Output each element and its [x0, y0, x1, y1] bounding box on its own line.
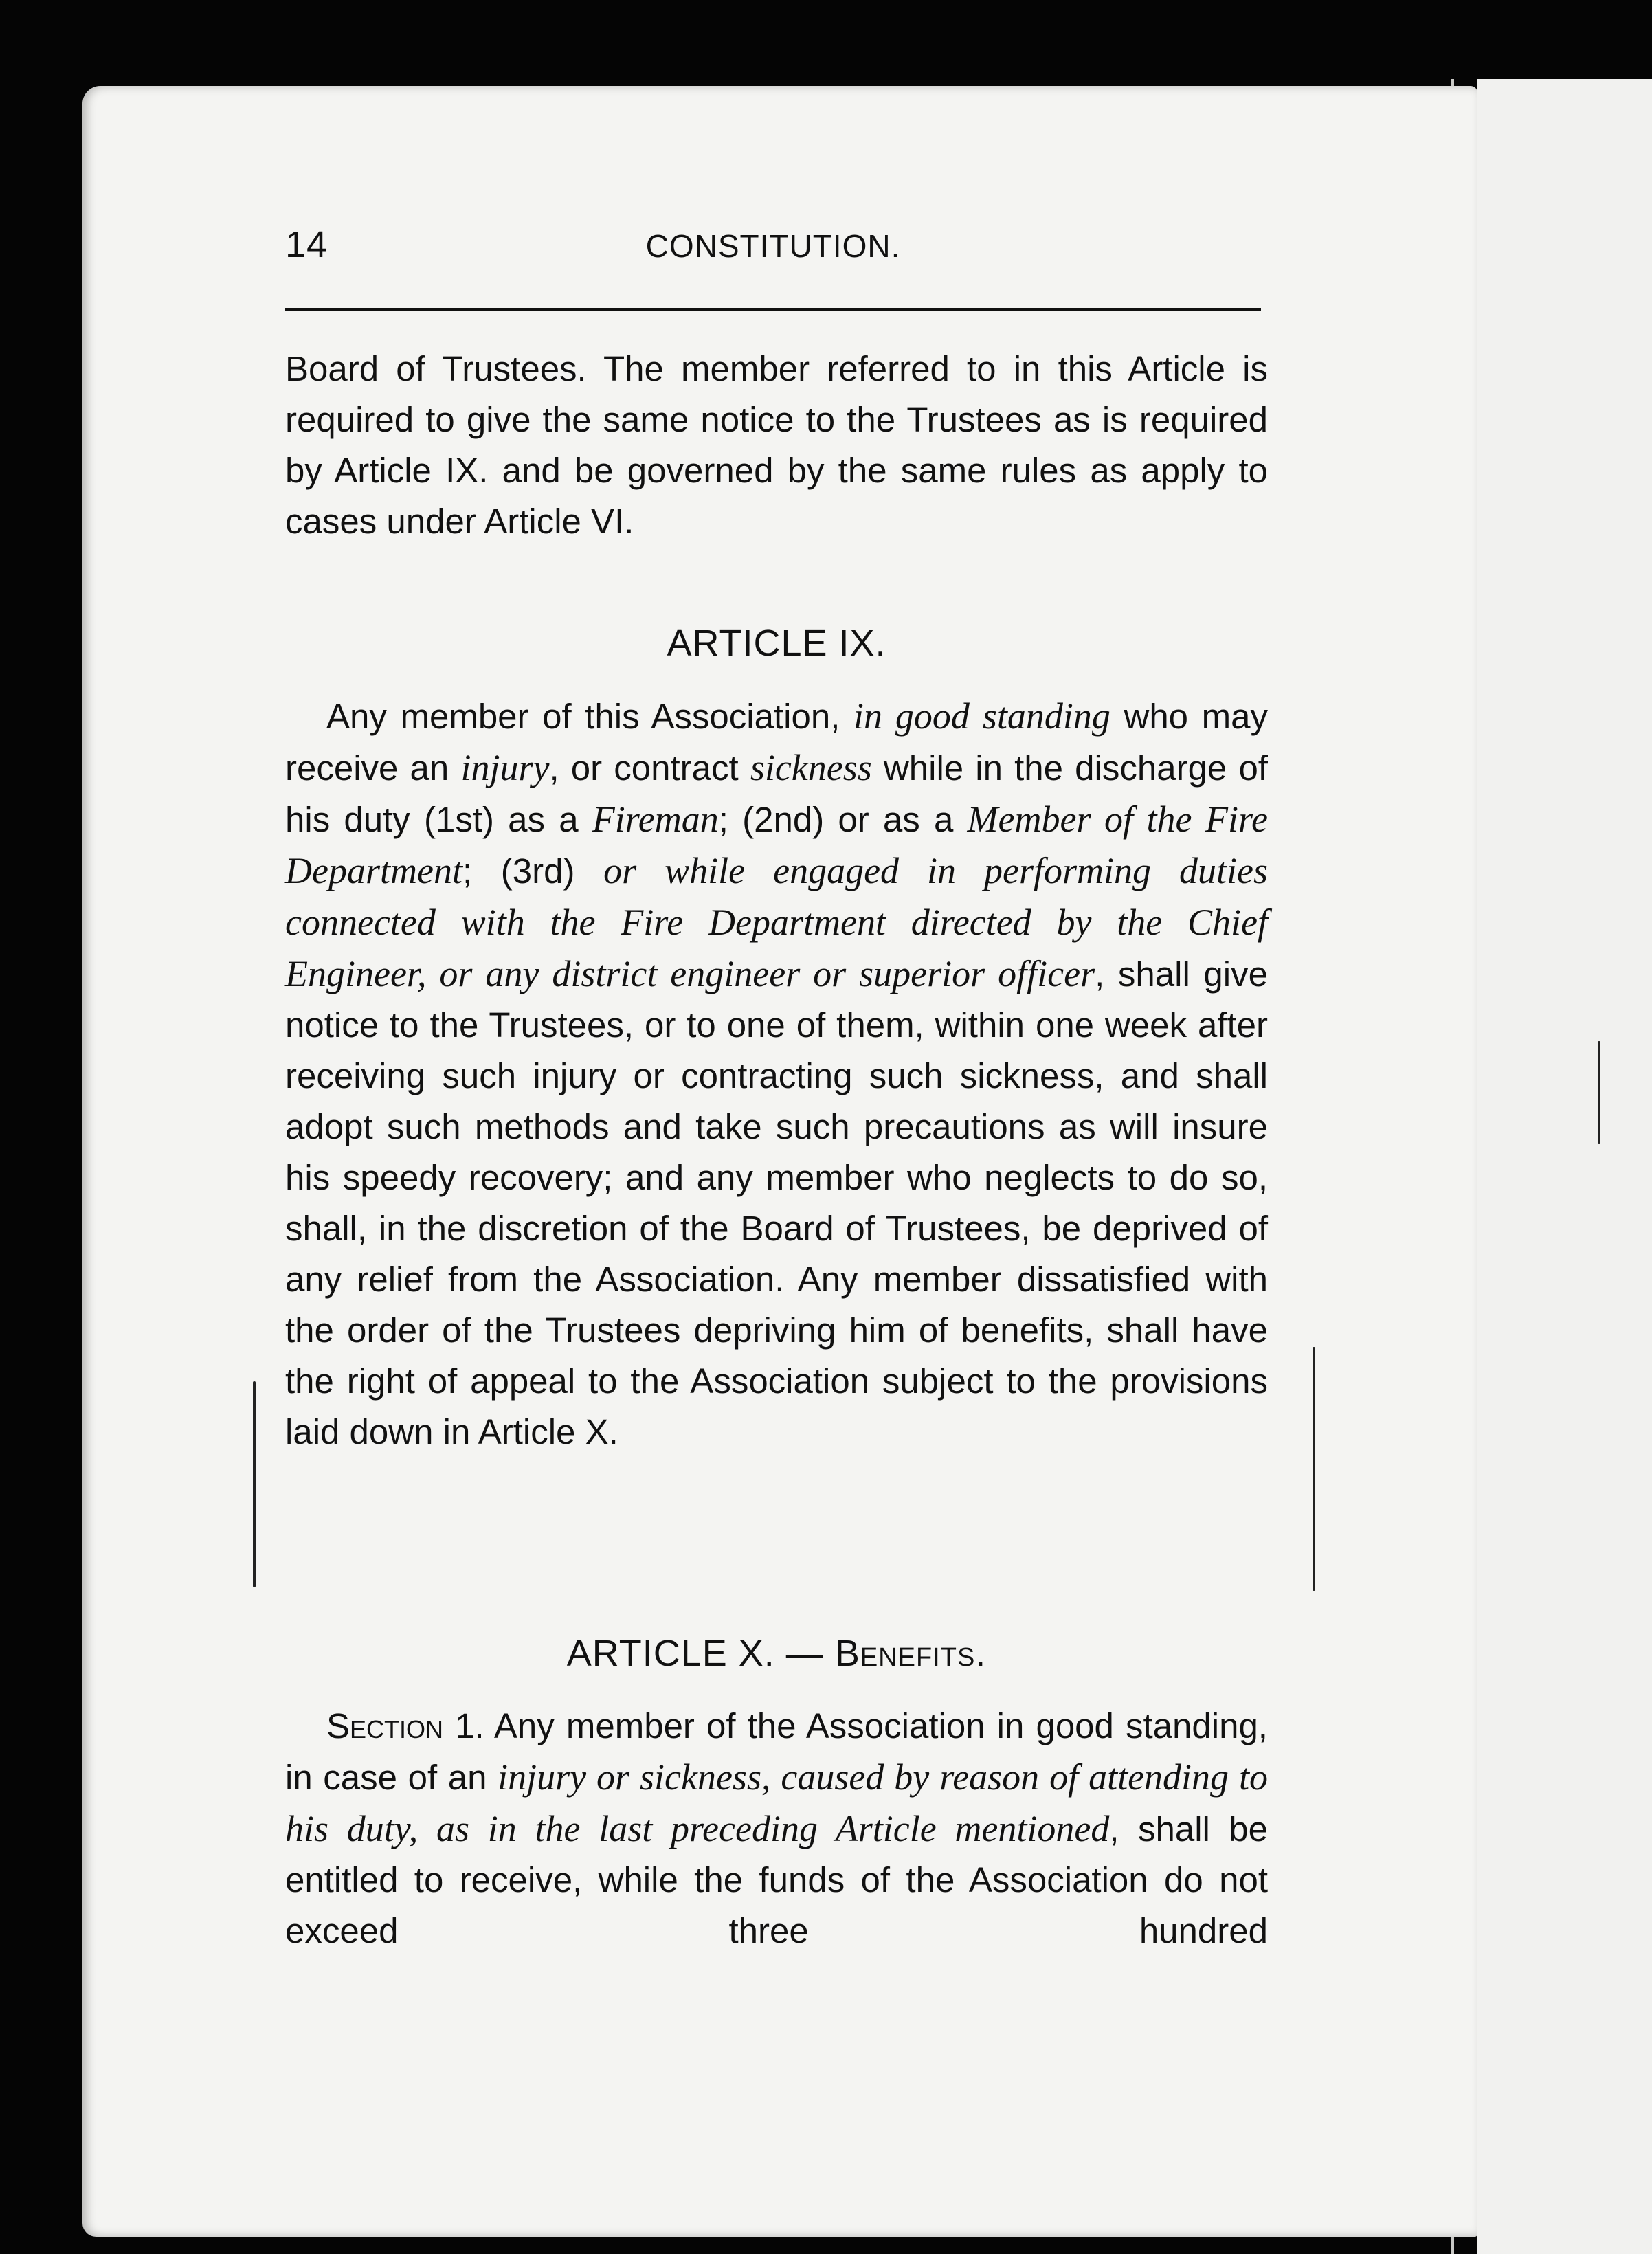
article-x-body — [285, 1701, 1268, 1956]
continued-paragraph — [285, 344, 1268, 547]
text-run: ; (2nd) or as a — [718, 800, 968, 839]
margin-mark-right — [1313, 1347, 1315, 1591]
margin-mark-left — [253, 1381, 256, 1587]
section-label: Section 1. — [326, 1706, 484, 1745]
italic-phrase: injury — [460, 747, 550, 788]
italic-phrase: sickness — [750, 747, 872, 788]
adjacent-page-edge — [1477, 79, 1652, 2254]
text-run: , shall give notice to the Trustees, or to one of them, within one week after receiving such injury or contracting such sickness, and shall adopt such methods and take such precautions as will insure his speedy recovery; and any member who neglects to do so, shall, in the discretion of the Board of Trustees, be deprived of any relief from the Association. Any member dissatisfied with the order of the Trustees depriving him of benefits, shall have the right of appeal to the Association subject to the provisions laid down in Article X. — [285, 955, 1268, 1451]
text-run: , shall be entitled to receive, while the funds of the Association do not exceed three hundred — [285, 1809, 1269, 1950]
italic-phrase: in good standing — [853, 695, 1110, 737]
text-run: who may receive an — [285, 697, 1268, 788]
article-ix-paragraph — [285, 691, 1268, 1458]
text-run: Any member of this Association, — [326, 697, 853, 736]
italic-phrase: Member of the Fire Department — [285, 799, 1268, 891]
running-title: CONSTITUTION. — [645, 228, 901, 264]
paragraph-text: Board of Trustees. The member referred to in this Article is required to give the same notice to the Trustees as is required by Article IX. and be governed by the same rules as apply to cases under Article VI. — [285, 349, 1268, 541]
header-rule — [285, 308, 1261, 311]
adjacent-page-mark — [1598, 1041, 1600, 1144]
article-x-subtitle: Benefits. — [834, 1633, 987, 1674]
text-run: , or contract — [549, 748, 750, 788]
text-run: while in the discharge of his duty (1st) as a — [285, 748, 1268, 839]
running-head — [285, 223, 1261, 271]
article-x-paragraph — [285, 1701, 1268, 1956]
text-run: ; (3rd) — [462, 851, 604, 891]
italic-phrase: Fireman — [592, 799, 719, 840]
italic-phrase: injury or sickness, caused by reason of attending to his duty, as in the last preceding Article mentioned — [285, 1756, 1268, 1849]
page-number: 14 — [285, 224, 328, 265]
article-ix-heading: ARTICLE IX. — [667, 623, 886, 664]
article-x-title: ARTICLE X. — — [566, 1633, 835, 1674]
article-x-heading — [285, 1632, 1268, 1675]
text-run: Any member of the Association in good standing, in case of an — [285, 1706, 1268, 1797]
article-ix-body — [285, 691, 1268, 1458]
italic-phrase: or while engaged in performing duties connected with the Fire Department directed by the Chief Engineer, or any district engineer or superior officer — [285, 850, 1269, 994]
